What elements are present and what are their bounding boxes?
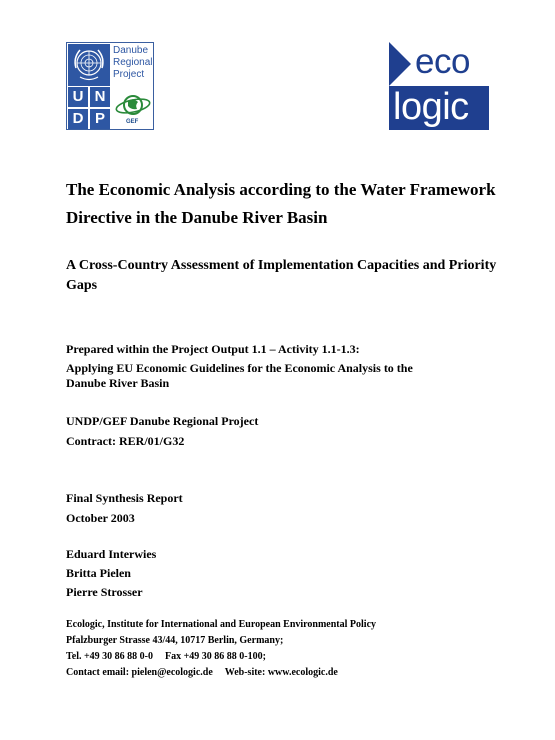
guidelines-line: Applying EU Economic Guidelines for the Economic Analysis to the Danube River Basin [66, 361, 413, 390]
ecologic-logic-box [389, 86, 489, 130]
undp-letter-u: U [68, 87, 88, 107]
author-name: Britta Pielen [66, 566, 131, 580]
gef-label: GEF [126, 119, 139, 125]
ecologic-logo [389, 42, 489, 130]
undp-letter-p: P [90, 109, 110, 129]
author-list [66, 545, 156, 602]
danube-line-2: Regional [113, 57, 153, 68]
prepared-within-line: Prepared within the Project Output 1.1 – Activity 1.1-1.3: [66, 342, 360, 356]
institute-fax: Fax +49 30 86 88 0-100; [165, 651, 266, 662]
institute-name: Ecologic, Institute for International and European Environmental Policy [66, 619, 377, 630]
institute-contact [66, 665, 376, 681]
institute-address-block [66, 617, 376, 681]
report-type: Final Synthesis Report [66, 491, 183, 505]
danube-line-1: Danube [113, 45, 149, 56]
ecologic-triangle-icon [389, 42, 413, 86]
institute-website: Web-site: www.ecologic.de [224, 667, 338, 678]
danube-project-text [113, 45, 153, 81]
undp-letter-n: N [90, 87, 110, 107]
contract-number: Contract: RER/01/G32 [66, 434, 185, 448]
ecologic-logic-text: logic [393, 86, 469, 128]
danube-line-3: Project [113, 69, 145, 80]
institute-tel: Tel. +49 30 86 88 0-0 [66, 651, 153, 662]
institute-email: Contact email: pielen@ecologic.de [66, 667, 213, 678]
document-title: The Economic Analysis according to the Water Framework Directive in the Danube River Basin [66, 180, 496, 227]
un-emblem-icon [68, 44, 110, 86]
author-name: Eduard Interwies [66, 547, 157, 561]
institute-phone-fax [66, 649, 376, 665]
institute-street: Pfalzburger Strasse 43/44, 10717 Berlin, Germany; [66, 635, 284, 646]
undp-letter-grid [68, 87, 110, 129]
undp-letter-d: D [68, 109, 88, 129]
project-name: UNDP/GEF Danube Regional Project [66, 414, 259, 428]
report-date: October 2003 [66, 511, 135, 525]
author-name: Pierre Strosser [66, 585, 143, 599]
document-subtitle: A Cross-Country Assessment of Implementation Capacities and Priority Gaps [66, 258, 497, 293]
ecologic-eco-text: eco [415, 42, 470, 81]
undp-danube-logo [66, 42, 154, 130]
